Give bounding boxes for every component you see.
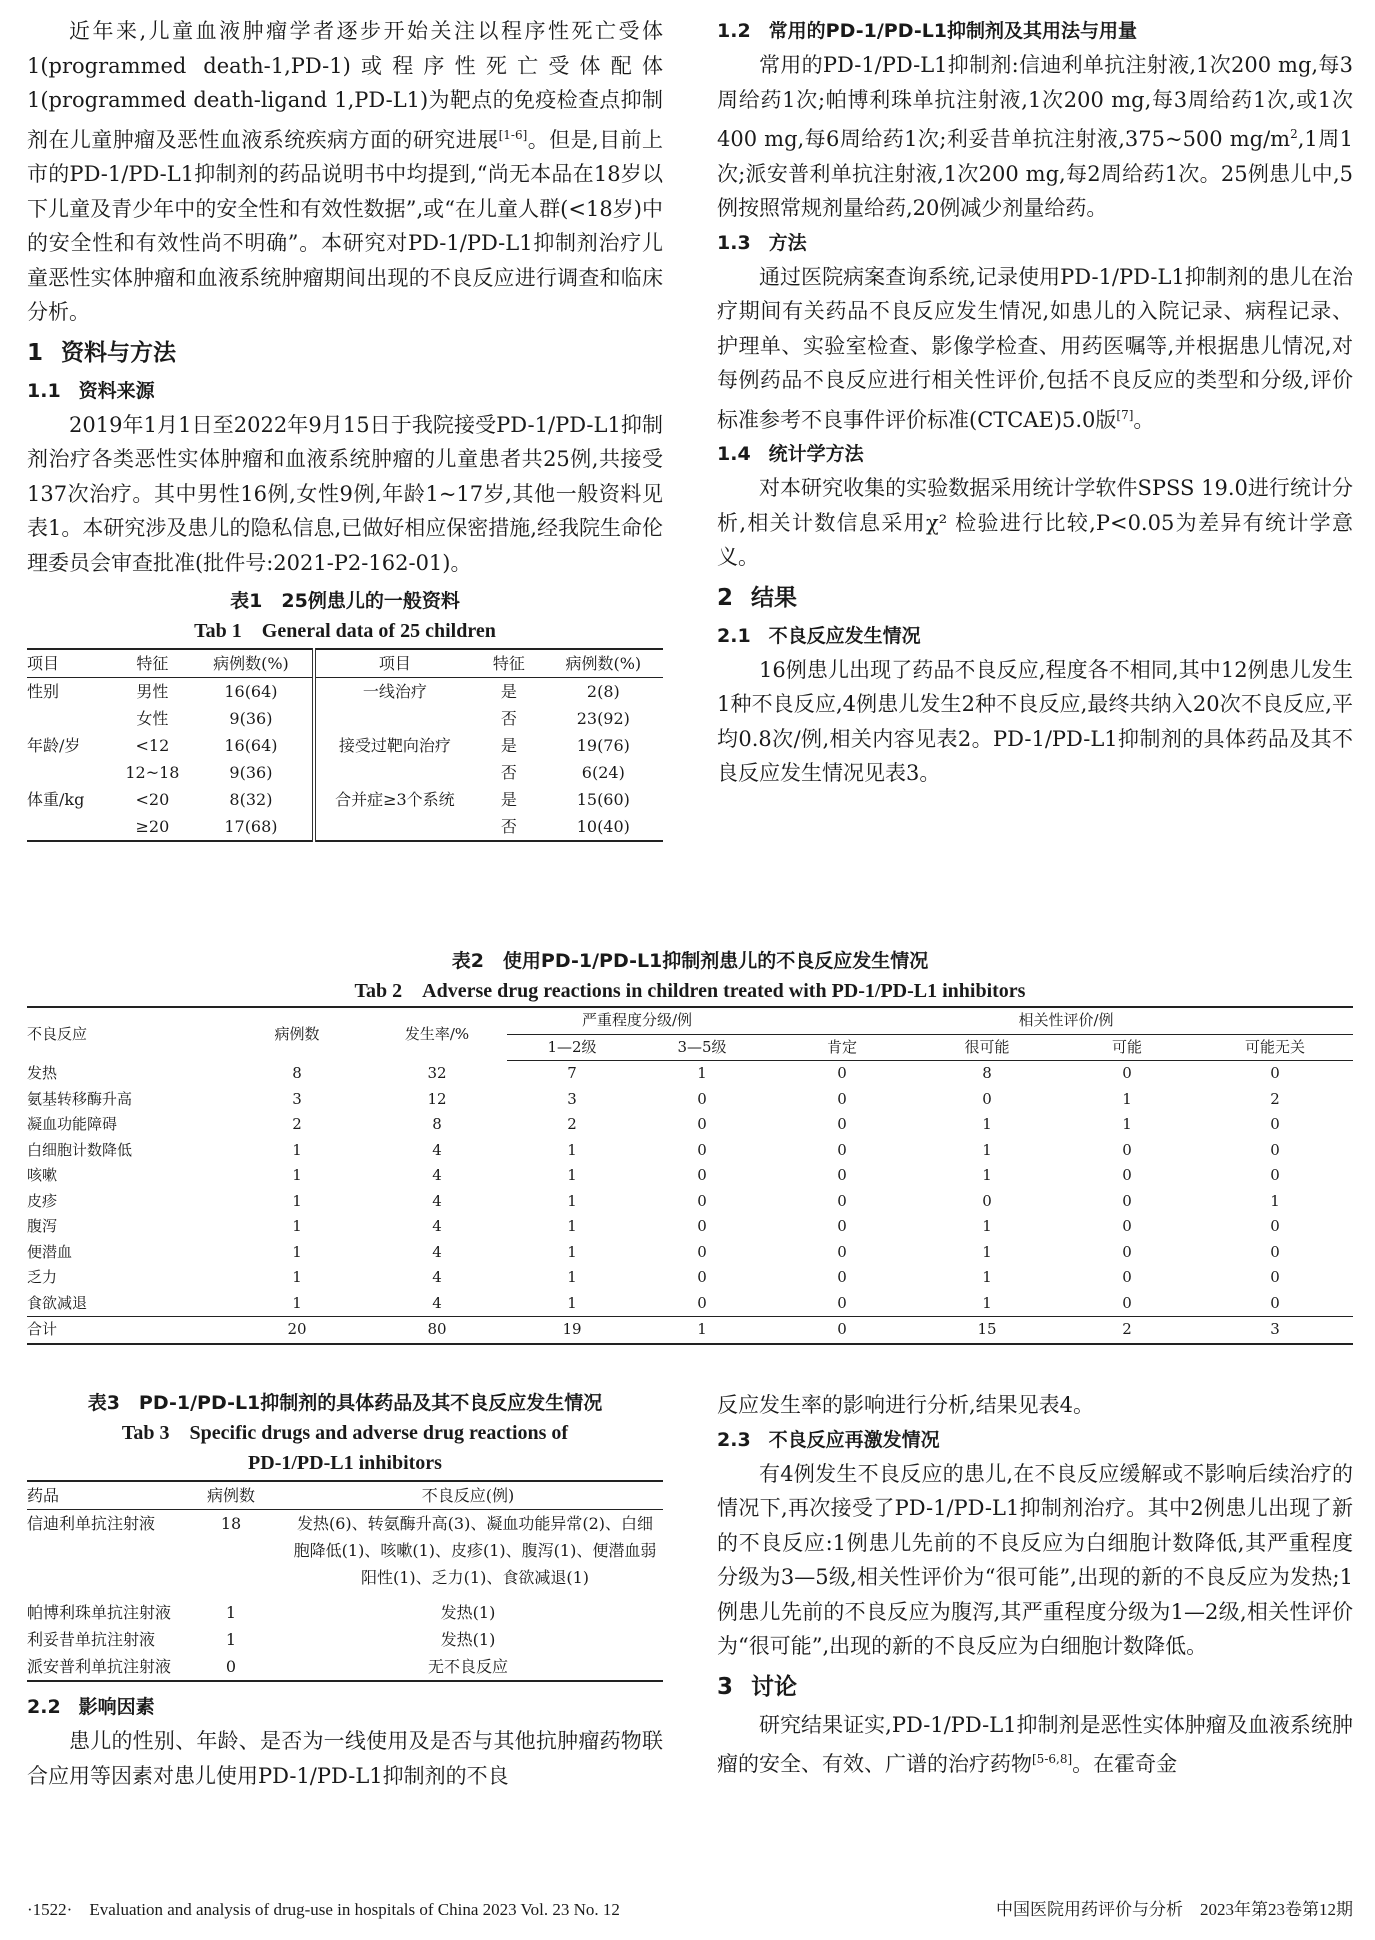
source-paragraph: 2019年1月1日至2022年9月15日于我院接受PD-1/PD-L1抑制剂治疗各类恶性实体肿瘤和血液系统肿瘤的儿童患者共25例,共接受137次治疗。其中男性16例,女性9例,年龄1~17岁,其他一般资料见表1。本研究涉及患儿的隐私信息,已做好相应保密措施,经我院生命伦理委员会审查批准(批件号:2021-P2-162-01)。 bbox=[27, 412, 663, 575]
table-cell: 8 bbox=[292, 1063, 302, 1082]
table-cell: 0 bbox=[697, 1242, 707, 1261]
table-cell: 否 bbox=[500, 817, 517, 836]
table-cell: 8 bbox=[432, 1115, 442, 1133]
results-paragraph: 16例患儿出现了药品不良反应,程度各不相同,其中12例患儿发生1种不良反应,4例患儿发生2种不良反应,最终共纳入20次不良反应,平均0.8次/例,相关内容见表2。PD-1/PD-L1抑制剂的具体药品及其不良反应发生情况见表3。 bbox=[717, 657, 1353, 785]
table-cell: 3 bbox=[1197, 1317, 1353, 1344]
table-header: 特征 bbox=[115, 649, 191, 678]
table-cell: 0 bbox=[697, 1217, 707, 1235]
table-header: 不良反应 bbox=[27, 1024, 88, 1043]
table-cell: 1 bbox=[1122, 1115, 1132, 1133]
dosage-paragraph: 常用的PD-1/PD-L1抑制剂:信迪利单抗注射液,1次200 mg,每3周给药1次;帕博利珠单抗注射液,1次200 mg,每3周给药1次,或1次400 mg,每6周给药1次;利妥昔单抗注射液,375~500 $mg/m^2,1$周1次;派安普利单抗注射液,1次200 mg,每2周给药1次。25例患儿中,5例按照常规剂量给药,20例减少剂量给药。 bbox=[717, 53, 1353, 220]
table-cell: <12 bbox=[135, 736, 170, 755]
table-cell: 1 bbox=[567, 1268, 577, 1286]
table-cell: 18 bbox=[220, 1514, 242, 1533]
table-cell: 1 bbox=[292, 1166, 302, 1184]
table-cell: 7 bbox=[567, 1064, 577, 1082]
table-cell: 1 bbox=[567, 1191, 577, 1210]
table-cell: 乏力 bbox=[27, 1268, 58, 1286]
table-cell: 0 bbox=[837, 1064, 847, 1082]
table-cell: 1 bbox=[567, 1242, 577, 1261]
table-cell: 2 bbox=[1270, 1089, 1280, 1108]
section-heading: 2 结果 bbox=[717, 584, 798, 611]
table-cell: 氨基转移酶升高 bbox=[27, 1089, 133, 1108]
table-cell: 0 bbox=[1122, 1268, 1132, 1286]
table-header: 病例数(%) bbox=[190, 649, 313, 678]
table-cell: 0 bbox=[1270, 1140, 1280, 1159]
table-cell bbox=[27, 759, 115, 786]
table-cell: 信迪利单抗注射液 bbox=[27, 1514, 156, 1533]
citation: [5-6,8] bbox=[1032, 1752, 1073, 1766]
table-header: 项目 bbox=[27, 649, 115, 678]
table-cell: 2(8) bbox=[586, 682, 620, 701]
table2 bbox=[27, 946, 1353, 1345]
table-cell: 0 bbox=[697, 1166, 707, 1184]
table-row bbox=[27, 1265, 1353, 1291]
table-subheader: 1—2级 bbox=[507, 1034, 637, 1061]
table-cell: 1 bbox=[982, 1166, 992, 1184]
table-header: 严重程度分级/例 bbox=[507, 1007, 767, 1034]
table-cell: 1 bbox=[637, 1317, 767, 1344]
table-cell bbox=[27, 813, 115, 841]
subsection-heading: 1.1 资料来源 bbox=[27, 379, 155, 402]
table-cell: 12~18 bbox=[125, 763, 180, 782]
table-row bbox=[27, 759, 663, 786]
table-row bbox=[27, 1240, 1353, 1266]
table-header: 特征 bbox=[474, 649, 543, 678]
table-cell: 20 bbox=[227, 1317, 367, 1344]
table-cell: 0 bbox=[837, 1217, 847, 1235]
table-cell: 无不良反应 bbox=[427, 1657, 508, 1676]
footer-left: ·1522· Evaluation and analysis of drug-use in hospitals of China 2023 Vol. 23 No. 12 bbox=[27, 1900, 620, 1919]
table-cell: 1 bbox=[982, 1268, 992, 1286]
table-cell: 0 bbox=[837, 1166, 847, 1184]
table-cell: 0 bbox=[1122, 1064, 1132, 1082]
table-row bbox=[27, 1510, 663, 1600]
table-cell: 1 bbox=[292, 1268, 302, 1286]
citation: [1-6] bbox=[498, 127, 528, 142]
table-cell: 6(24) bbox=[581, 763, 625, 782]
table-cell: 1 bbox=[1270, 1191, 1280, 1210]
table-cell: 年龄/岁 bbox=[27, 736, 81, 755]
table-header: 项目 bbox=[314, 649, 475, 678]
table-cell: 1 bbox=[292, 1293, 302, 1312]
table-cell: 1 bbox=[982, 1293, 992, 1312]
table-cell: 1 bbox=[982, 1242, 992, 1261]
table-cell: 1 bbox=[982, 1115, 992, 1133]
footer-right: 中国医院用药评价与分析 2023年第23卷第12期 bbox=[996, 1900, 1353, 1919]
table-cell: 0 bbox=[1122, 1293, 1132, 1312]
table-cell: 1 bbox=[292, 1191, 302, 1210]
table-cell: 性别 bbox=[27, 682, 60, 701]
rechallenge-paragraph: 有4例发生不良反应的患儿,在不良反应缓解或不影响后续治疗的情况下,再次接受了PD-1/PD-L1抑制剂治疗。其中2例患儿出现了新的不良反应:1例患儿先前的不良反应为白细胞计数降低,其严重程度分级为3—5级,相关性评价为“很可能”,出现的新的不良反应为发热;1例患儿先前的不良反应为腹泻,其严重程度分级为1—2级,相关性评价为“很可能”,出现的新的不良反应为白细胞计数降低。 bbox=[717, 1461, 1353, 1658]
table-cell: 12 bbox=[427, 1089, 447, 1108]
table-cell: 1 bbox=[225, 1603, 237, 1622]
table-cell: 否 bbox=[500, 709, 517, 728]
table-cell: 0 bbox=[697, 1293, 707, 1312]
table-row bbox=[27, 1291, 1353, 1317]
table-cell: 80 bbox=[367, 1317, 507, 1344]
table-cell: 1 bbox=[697, 1064, 707, 1082]
discussion-paragraph: 研究结果证实,PD-1/PD-L1抑制剂是恶性实体肿瘤及血液系统肿瘤的安全、有效、广谱的治疗药物[5-6,8]。在霍奇金 bbox=[717, 1712, 1353, 1776]
table-cell: 32 bbox=[427, 1063, 447, 1082]
table-cell: 15 bbox=[917, 1317, 1057, 1344]
section-heading: 3 讨论 bbox=[717, 1673, 798, 1700]
subsection-heading: 2.1 不良反应发生情况 bbox=[717, 624, 921, 647]
table-cell: 8 bbox=[982, 1064, 992, 1082]
table-cell: 0 bbox=[697, 1089, 707, 1108]
table-cell: 8(32) bbox=[229, 790, 273, 809]
table-header: 病例数 bbox=[189, 1481, 273, 1510]
section-heading: 1 资料与方法 bbox=[27, 339, 177, 366]
table-cell bbox=[314, 813, 475, 841]
table-cell: 10(40) bbox=[576, 817, 630, 836]
table-cell: 女性 bbox=[136, 709, 169, 728]
table-cell: 腹泻 bbox=[27, 1217, 58, 1235]
table-row bbox=[27, 1189, 1353, 1215]
left-column-top bbox=[27, 14, 663, 842]
table-cell: 2 bbox=[292, 1115, 302, 1133]
general-data-table bbox=[27, 648, 663, 842]
table-cell: 1 bbox=[292, 1217, 302, 1235]
table-subheader: 可能无关 bbox=[1197, 1034, 1353, 1061]
table-cell: 接受过靶向治疗 bbox=[314, 732, 475, 759]
subsection-heading: 1.2 常用的PD-1/PD-L1抑制剂及其用法与用量 bbox=[717, 20, 1138, 42]
table-cell: 4 bbox=[432, 1166, 442, 1184]
subsection-heading: 2.2 影响因素 bbox=[27, 1696, 155, 1718]
adverse-reaction-table bbox=[27, 1006, 1353, 1345]
table-cell: 4 bbox=[432, 1217, 442, 1235]
table-cell: 帕博利珠单抗注射液 bbox=[27, 1603, 172, 1622]
table-caption: 表2 使用PD-1/PD-L1抑制剂患儿的不良反应发生情况 bbox=[451, 950, 929, 972]
table-cell: 0 bbox=[1270, 1268, 1280, 1286]
table-cell: 0 bbox=[837, 1293, 847, 1312]
subsection-heading: 1.3 方法 bbox=[717, 231, 807, 254]
table-cell: 1 bbox=[567, 1140, 577, 1159]
factors-paragraph-cont: 反应发生率的影响进行分析,结果见表4。 bbox=[717, 1393, 1095, 1417]
table-cell: 17(68) bbox=[224, 817, 278, 836]
table-cell: 1 bbox=[225, 1630, 237, 1649]
table-cell: 0 bbox=[1270, 1242, 1280, 1261]
table-cell: 4 bbox=[432, 1293, 442, 1312]
table-subheader: 肯定 bbox=[767, 1034, 917, 1061]
table-cell: 0 bbox=[982, 1191, 992, 1210]
table-cell: 3 bbox=[567, 1089, 577, 1108]
table-cell: 0 bbox=[837, 1242, 847, 1261]
table-cell: 体重/kg bbox=[27, 790, 85, 809]
table-cell: 便潜血 bbox=[27, 1242, 73, 1261]
table-cell: 0 bbox=[1122, 1191, 1132, 1210]
table-cell: 咳嗽 bbox=[27, 1166, 58, 1184]
table-cell: 1 bbox=[292, 1242, 302, 1261]
table-cell: 派安普利单抗注射液 bbox=[27, 1657, 172, 1676]
table-cell: 凝血功能障碍 bbox=[27, 1115, 118, 1133]
table-cell: 0 bbox=[837, 1115, 847, 1133]
table-cell: 白细胞计数降低 bbox=[27, 1140, 133, 1159]
table-cell: 2 bbox=[1057, 1317, 1197, 1344]
table-subheader: 3—5级 bbox=[637, 1034, 767, 1061]
table-cell: 发热(1) bbox=[440, 1630, 496, 1649]
table-caption-en: PD-1/PD-L1 inhibitors bbox=[248, 1452, 442, 1474]
table-row bbox=[27, 1626, 663, 1653]
table-row bbox=[27, 1061, 1353, 1087]
table-header: 不良反应(例) bbox=[273, 1481, 663, 1510]
method-paragraph: 通过医院病案查询系统,记录使用PD-1/PD-L1抑制剂的患儿在治疗期间有关药品不良反应发生情况,如患儿的入院记录、病程记录、护理单、实验室检查、影像学检查、用药医嘱等,并根据患儿情况,对每例药品不良反应进行相关性评价,包括不良反应的类型和分级,评价标准参考不良事件评价标准(CTCAE)5.0版[7]。 bbox=[717, 264, 1353, 432]
right-column-bottom bbox=[717, 1388, 1353, 1782]
factors-paragraph: 患儿的性别、年龄、是否为一线使用及是否与其他抗肿瘤药物联合应用等因素对患儿使用PD-1/PD-L1抑制剂的不良 bbox=[27, 1729, 663, 1788]
table-row bbox=[27, 1087, 1353, 1113]
table-cell: 0 bbox=[1270, 1293, 1280, 1312]
table-cell: 是 bbox=[500, 682, 517, 701]
table-cell: 一线治疗 bbox=[314, 678, 475, 706]
table-cell: 皮疹 bbox=[27, 1191, 58, 1210]
table-row bbox=[27, 732, 663, 759]
table-cell: 2 bbox=[567, 1115, 577, 1133]
table-cell: 0 bbox=[1270, 1217, 1280, 1235]
subsection-heading: 1.4 统计学方法 bbox=[717, 443, 864, 465]
table-cell: 15(60) bbox=[576, 790, 630, 809]
table-cell: 1 bbox=[292, 1140, 302, 1159]
table-cell: 0 bbox=[1122, 1166, 1132, 1184]
table-header: 病例数(%) bbox=[544, 649, 663, 678]
table-cell bbox=[314, 705, 475, 732]
table-caption-en: Tab 1 General data of 25 children bbox=[194, 620, 496, 642]
table-header: 药品 bbox=[27, 1481, 189, 1510]
table3 bbox=[27, 1388, 663, 1682]
table-cell: <20 bbox=[135, 790, 170, 809]
table-cell: ≥20 bbox=[135, 817, 170, 836]
table-total-row bbox=[27, 1317, 1353, 1344]
table-caption-en: Tab 3 Specific drugs and adverse drug reactions of bbox=[121, 1422, 569, 1444]
table-cell: 0 bbox=[1122, 1242, 1132, 1261]
table-cell: 发热 bbox=[27, 1063, 58, 1082]
subsection-heading: 2.3 不良反应再激发情况 bbox=[717, 1428, 940, 1451]
table-row bbox=[27, 813, 663, 841]
table-subheader: 很可能 bbox=[917, 1034, 1057, 1061]
table-row bbox=[27, 1599, 663, 1626]
table-cell: 0 bbox=[1122, 1140, 1132, 1159]
table-cell: 发热(1) bbox=[440, 1603, 496, 1622]
intro-paragraph: 近年来,儿童血液肿瘤学者逐步开始关注以程序性死亡受体1(programmed death-1,PD-1)或程序性死亡受体配体1(programmed death-ligand 1,PD-L1)为靶点的免疫检查点抑制剂在儿童肿瘤及恶性血液系统疾病方面的研究进展[1-6]。但是,目前上市的PD-1/PD-L1抑制剂的药品说明书中均提到,“尚无本品在18岁以下儿童及青少年中的安全性和有效性数据”,或“在儿童人群(<18岁)中的安全性和有效性尚不明确”。本研究对PD-1/PD-L1抑制剂治疗儿童恶性实体肿瘤和血液系统肿瘤期间出现的不良反应进行调查和临床分析。 bbox=[27, 19, 663, 324]
table-caption: 表3 PD-1/PD-L1抑制剂的具体药品及其不良反应发生情况 bbox=[87, 1392, 603, 1414]
table-cell: 是 bbox=[500, 790, 517, 809]
stats-paragraph: 对本研究收集的实验数据采用统计学软件SPSS 19.0进行统计分析,相关计数信息采用χ² 检验进行比较,P<0.05为差异有统计学意义。 bbox=[717, 476, 1353, 569]
table-cell: 0 bbox=[982, 1089, 992, 1108]
table-row bbox=[27, 1653, 663, 1681]
table-cell: 16(64) bbox=[224, 736, 278, 755]
table-cell: 1 bbox=[982, 1140, 992, 1159]
table-cell: 4 bbox=[432, 1268, 442, 1286]
table-cell: 0 bbox=[1270, 1064, 1280, 1082]
table-header: 发生率/% bbox=[404, 1024, 470, 1043]
left-column-bottom bbox=[27, 1388, 663, 1793]
table-cell: 0 bbox=[767, 1317, 917, 1344]
table-cell: 合计 bbox=[27, 1317, 227, 1344]
table-row bbox=[27, 786, 663, 813]
table-cell: 0 bbox=[697, 1268, 707, 1286]
right-column-top bbox=[717, 14, 1353, 791]
citation: [7] bbox=[1116, 407, 1134, 422]
table-cell: 0 bbox=[1270, 1166, 1280, 1184]
table-cell: 4 bbox=[432, 1191, 442, 1210]
table-cell: 0 bbox=[1122, 1217, 1132, 1235]
table-row bbox=[27, 705, 663, 732]
table-row bbox=[27, 1112, 1353, 1138]
table-cell: 发热(6)、转氨酶升高(3)、凝血功能异常(2)、白细胞降低(1)、咳嗽(1)、皮疹(1)、腹泻(1)、便潜血弱阳性(1)、乏力(1)、食欲减退(1) bbox=[293, 1514, 657, 1587]
table-cell: 0 bbox=[837, 1140, 847, 1159]
table-caption: 表1 25例患儿的一般资料 bbox=[230, 590, 460, 612]
table-subheader: 可能 bbox=[1057, 1034, 1197, 1061]
table-cell: 0 bbox=[697, 1115, 707, 1133]
table-cell: 9(36) bbox=[229, 709, 273, 728]
table-cell bbox=[314, 759, 475, 786]
table-cell: 1 bbox=[567, 1217, 577, 1235]
table-header: 病例数 bbox=[274, 1024, 320, 1043]
table-cell: 19 bbox=[507, 1317, 637, 1344]
table1 bbox=[27, 586, 663, 842]
table-cell: 23(92) bbox=[576, 709, 630, 728]
table-cell: 0 bbox=[697, 1140, 707, 1159]
table-cell: 男性 bbox=[136, 682, 169, 701]
table-cell: 4 bbox=[432, 1242, 442, 1261]
table-cell: 3 bbox=[292, 1089, 302, 1108]
table-cell: 0 bbox=[1270, 1115, 1280, 1133]
table-row bbox=[27, 1163, 1353, 1189]
table-cell: 19(76) bbox=[576, 736, 630, 755]
table-cell: 0 bbox=[837, 1191, 847, 1210]
table-row bbox=[27, 1138, 1353, 1164]
table-cell: 0 bbox=[225, 1657, 237, 1676]
table-cell: 0 bbox=[837, 1268, 847, 1286]
table-cell: 1 bbox=[982, 1217, 992, 1235]
table-row bbox=[27, 1214, 1353, 1240]
table-cell: 1 bbox=[1122, 1089, 1132, 1108]
table-cell: 16(64) bbox=[224, 682, 278, 701]
table-cell bbox=[27, 705, 115, 732]
table-cell: 食欲减退 bbox=[27, 1293, 88, 1312]
table-cell: 0 bbox=[837, 1089, 847, 1108]
table-cell: 1 bbox=[567, 1293, 577, 1312]
table-header: 相关性评价/例 bbox=[767, 1007, 1353, 1034]
drug-reaction-table bbox=[27, 1480, 663, 1682]
table-cell: 合并症≥3个系统 bbox=[314, 786, 475, 813]
table-cell: 9(36) bbox=[229, 763, 273, 782]
table-cell: 0 bbox=[697, 1191, 707, 1210]
table-cell: 利妥昔单抗注射液 bbox=[27, 1630, 156, 1649]
table-cell: 1 bbox=[567, 1166, 577, 1184]
table-row bbox=[27, 678, 663, 706]
table-cell: 否 bbox=[500, 763, 517, 782]
table-cell: 是 bbox=[500, 736, 517, 755]
table-cell: 4 bbox=[432, 1140, 442, 1159]
table-caption-en: Tab 2 Adverse drug reactions in children treated with PD-1/PD-L1 inhibitors bbox=[354, 980, 1026, 1002]
